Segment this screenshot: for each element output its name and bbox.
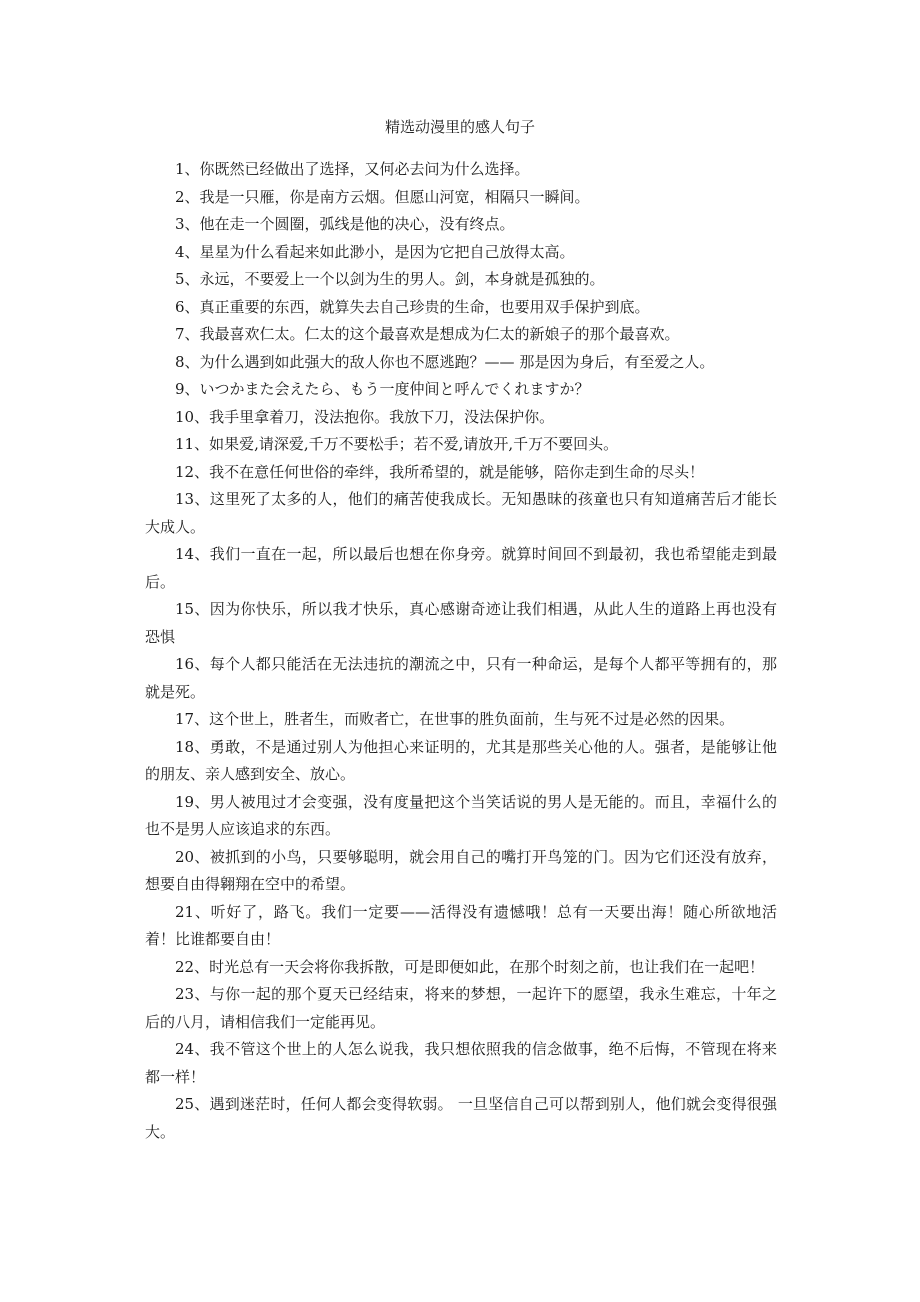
quote-item-24: 24、我不管这个世上的人怎么说我，我只想依照我的信念做事，绝不后悔，不管现在将来都一样！ <box>145 1040 777 1086</box>
quote-item-3: 3、他在走一个圆圈，弧线是他的决心，没有终点。 <box>175 215 515 233</box>
quote-list <box>145 156 777 1146</box>
quote-item-8: 8、为什么遇到如此强大的敌人你也不愿逃跑？—— 那是因为身后，有至爱之人。 <box>175 352 715 371</box>
quote-item-9: 9、いつかまた会えたら、もう一度仲间と呼んでくれますか？ <box>175 380 590 398</box>
quote-item-19: 19、男人被甩过才会变强，没有度量把这个当笑话说的男人是无能的。而且，幸福什么的也不是男人应该追求的东西。 <box>145 792 777 838</box>
quote-item-13: 13、这里死了太多的人，他们的痛苦使我成长。无知愚昧的孩童也只有知道痛苦后才能长大成人。 <box>145 490 777 536</box>
quote-item-6: 6、真正重要的东西，就算失去自己珍贵的生命，也要用双手保护到底。 <box>175 297 650 316</box>
quote-item-18: 18、勇敢，不是通过别人为他担心来证明的，尤其是那些关心他的人。强者，是能够让他的朋友、亲人感到安全、放心。 <box>145 737 777 783</box>
document-title: 精选动漫里的感人句子 <box>384 118 535 136</box>
quote-item-20: 20、被抓到的小鸟，只要够聪明，就会用自己的嘴打开鸟笼的门。因为它们还没有放弃，想要自由得翱翔在空中的希望。 <box>145 847 777 893</box>
quote-item-14: 14、我们一直在一起，所以最后也想在你身旁。就算时间回不到最初，我也希望能走到最后。 <box>145 545 777 591</box>
quote-item-16: 16、每个人都只能活在无法违抗的潮流之中，只有一种命运，是每个人都平等拥有的，那就是死。 <box>145 655 777 701</box>
quote-item-10: 10、我手里拿着刀，没法抱你。我放下刀，没法保护你。 <box>175 407 555 426</box>
quote-item-22: 22、时光总有一天会将你我拆散，可是即便如此，在那个时刻之前，也让我们在一起吧！ <box>175 957 765 976</box>
quote-item-12: 12、我不在意任何世俗的牵绊，我所希望的，就是能够，陪你走到生命的尽头！ <box>175 462 705 481</box>
quote-item-1: 1、你既然已经做出了选择，又何必去问为什么选择。 <box>175 160 530 178</box>
quote-item-25: 25、遇到迷茫时，任何人都会变得软弱。 一旦坚信自己可以帮到别人，他们就会变得很强大。 <box>145 1095 777 1141</box>
quote-item-5: 5、永远，不要爱上一个以剑为生的男人。剑，本身就是孤独的。 <box>175 270 605 288</box>
quote-item-21: 21、听好了，路飞。我们一定要——活得没有遗憾哦！总有一天要出海！随心所欲地活着！比谁都要自由！ <box>145 902 777 948</box>
quote-item-23: 23、与你一起的那个夏天已经结束，将来的梦想，一起许下的愿望，我永生难忘，十年之后的八月，请相信我们一定能再见。 <box>145 985 777 1031</box>
quote-item-7: 7、我最喜欢仁太。仁太的这个最喜欢是想成为仁太的新娘子的那个最喜欢。 <box>175 325 680 343</box>
quote-item-2: 2、我是一只雁，你是南方云烟。但愿山河宽，相隔只一瞬间。 <box>175 187 590 206</box>
quote-item-15: 15、因为你快乐，所以我才快乐，真心感谢奇迹让我们相遇，从此人生的道路上再也没有恐惧 <box>145 600 777 646</box>
quote-item-17: 17、这个世上，胜者生，而败者亡，在世事的胜负面前，生与死不过是必然的因果。 <box>175 710 735 728</box>
quote-item-11: 11、如果爱,请深爱,千万不要松手；若不爱,请放开,千万不要回头。 <box>175 435 619 453</box>
quote-item-4: 4、星星为什么看起来如此渺小，是因为它把自己放得太高。 <box>175 242 575 261</box>
